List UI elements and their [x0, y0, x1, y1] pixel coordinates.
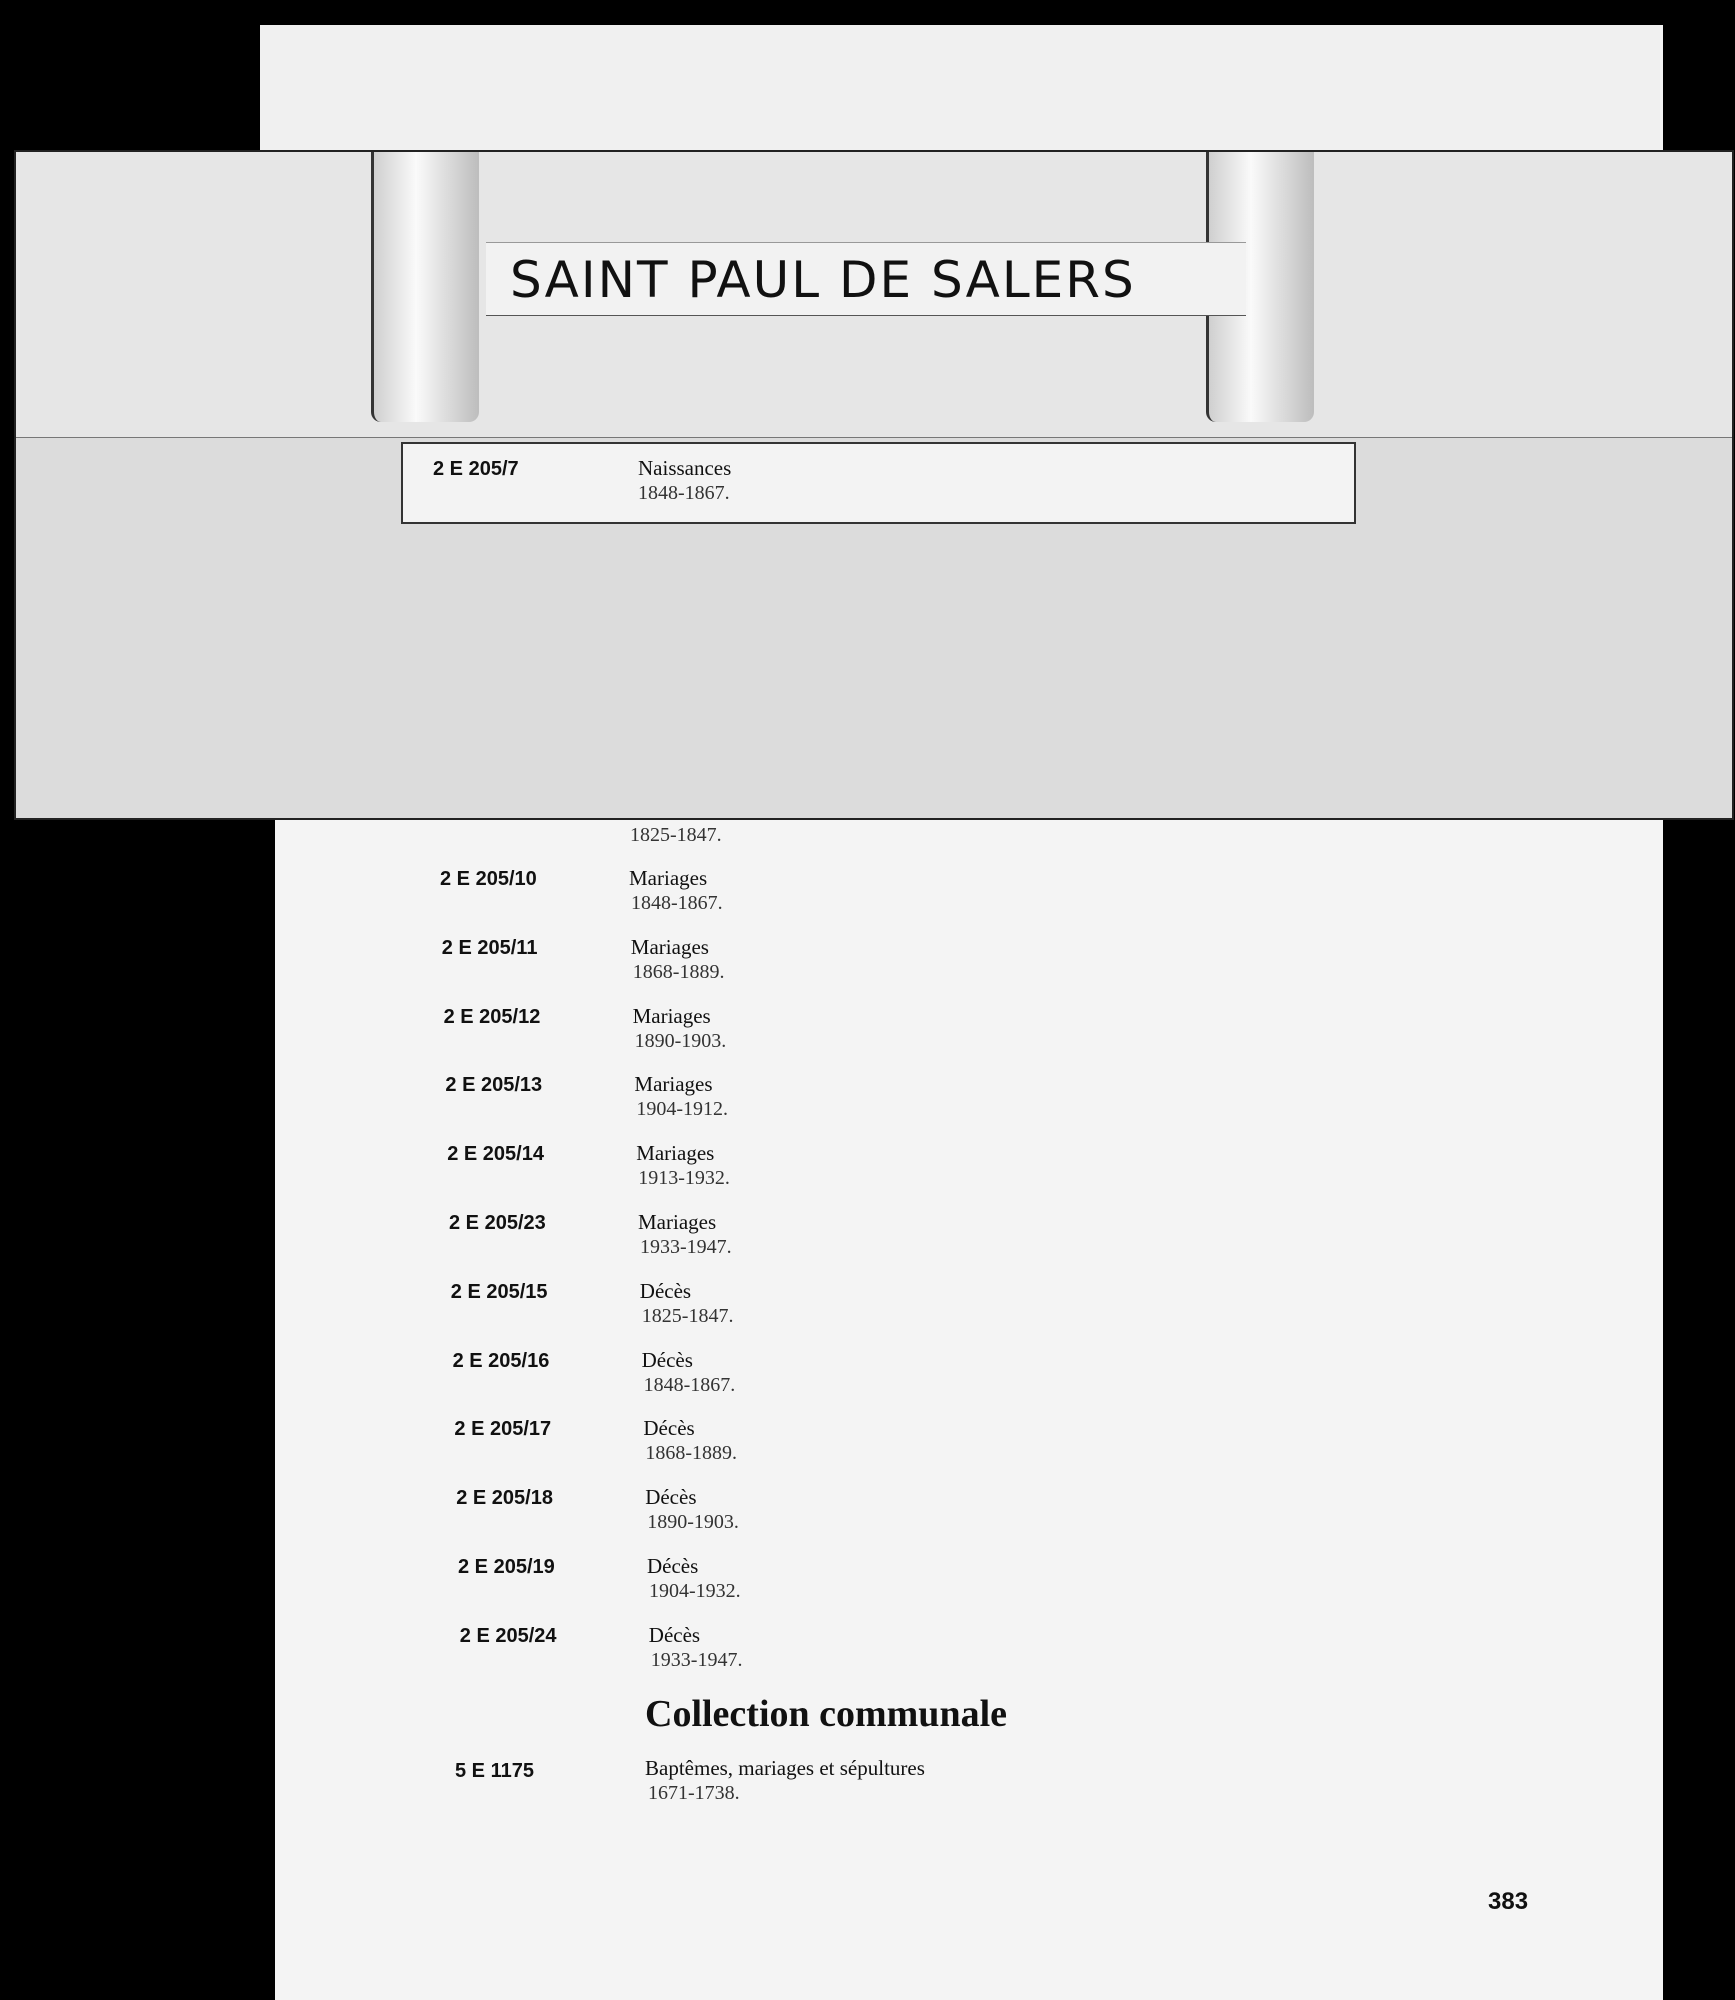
- section-heading: Collection communale: [645, 1693, 1008, 1735]
- entry-code: 2 E 205/14: [447, 1143, 544, 1166]
- entry-title: Décès: [648, 1622, 701, 1647]
- collection-entry-code: 5 E 1175: [455, 1760, 534, 1782]
- entry-dates: 1933-1947.: [650, 1648, 743, 1671]
- entry-code: 2 E 205/24: [459, 1624, 557, 1647]
- entry-code: 2 E 205/7: [433, 458, 519, 480]
- entry-dates: 1890-1903.: [647, 1511, 739, 1534]
- entry-title: Mariages: [632, 1003, 711, 1028]
- entry-title: Décès: [639, 1278, 692, 1303]
- entry-title: Mariages: [629, 866, 708, 890]
- entry-dates: 1890-1903.: [634, 1029, 727, 1052]
- entry-code: 2 E 205/11: [441, 936, 538, 959]
- entry-dates: 1868-1889.: [645, 1442, 738, 1465]
- entry-title: Mariages: [636, 1141, 715, 1166]
- left-clip-tab: [371, 152, 479, 422]
- entry-dates: 1825-1847.: [641, 1304, 734, 1327]
- entry-code: 2 E 205/12: [443, 1005, 541, 1028]
- partial-entry-dates: 1825-1847.: [630, 824, 722, 846]
- entry-code: 2 E 205/18: [456, 1487, 553, 1510]
- entry-title: Mariages: [634, 1072, 713, 1097]
- entry-code: 2 E 205/17: [454, 1418, 552, 1441]
- collection-entry-title: Baptêmes, mariages et sépultures: [645, 1756, 925, 1780]
- entry-title: Décès: [647, 1554, 699, 1578]
- entry-dates: 1904-1912.: [636, 1098, 729, 1121]
- entry-title: Décès: [643, 1416, 695, 1441]
- entry-title: Naissances: [638, 456, 732, 480]
- collection-entry-dates: 1671-1738.: [648, 1782, 740, 1804]
- entry-dates: 1868-1889.: [632, 960, 725, 983]
- binder-label-card: [14, 150, 1734, 820]
- entry-dates: 1933-1947.: [640, 1236, 732, 1258]
- entry-code: 2 E 205/19: [458, 1556, 555, 1578]
- entry-code: 2 E 205/10: [440, 868, 537, 890]
- entry-title: Mariages: [630, 934, 709, 959]
- entry-title: Décès: [641, 1347, 693, 1372]
- entry-title: Décès: [645, 1485, 697, 1510]
- entry-code: 2 E 205/13: [445, 1074, 543, 1097]
- entry-dates: 1904-1932.: [649, 1580, 741, 1602]
- binder-label-strip: [486, 242, 1246, 316]
- page-top-edge: [260, 25, 1660, 150]
- entry-dates: 1848-1867.: [638, 482, 730, 504]
- entry-code: 2 E 205/23: [449, 1212, 546, 1234]
- entry-dates: 1848-1867.: [643, 1373, 736, 1396]
- entry-dates: 1848-1867.: [631, 892, 723, 914]
- entry-title: Mariages: [638, 1210, 717, 1234]
- entry-dates: 1913-1932.: [638, 1167, 730, 1190]
- first-entry-box: [401, 442, 1356, 524]
- entry-code: 2 E 205/16: [452, 1349, 550, 1372]
- binder-label-text: SAINT PAUL DE SALERS: [510, 251, 1136, 309]
- entry-code: 2 E 205/15: [450, 1280, 548, 1303]
- page-number: 383: [1488, 1888, 1529, 1915]
